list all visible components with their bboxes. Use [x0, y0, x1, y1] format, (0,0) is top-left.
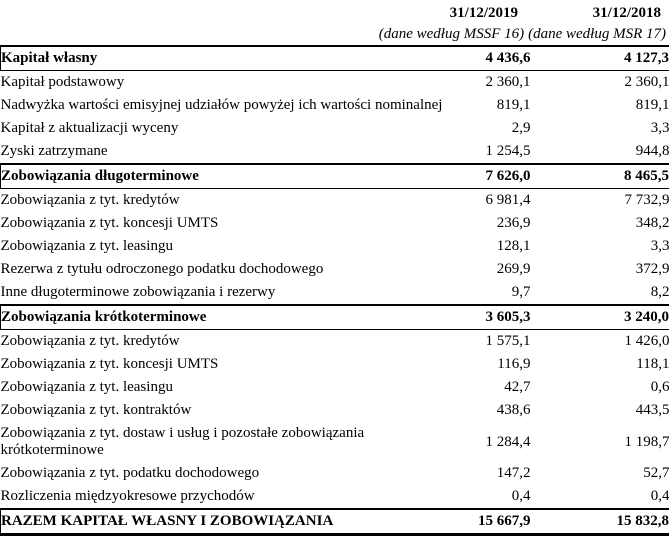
row-label: Inne długoterminowe zobowiązania i rezerwy [0, 284, 276, 300]
row-label: Zobowiązania z tyt. leasingu [0, 238, 173, 254]
date-header-row [0, 2, 669, 24]
value-2019: 2,9 [511, 120, 531, 136]
table-row [1, 189, 669, 213]
table-row [1, 422, 669, 462]
value-2019: 147,2 [496, 465, 531, 481]
row-label: Zobowiązania z tyt. kontraktów [0, 402, 192, 418]
row-label: Rezerwa z tytułu odroczonego podatku dochodowego [0, 261, 324, 277]
value-2019: 7 626,0 [446, 164, 531, 189]
row-label: Kapitał podstawowy [0, 74, 125, 90]
value-2019: 1 284,4 [485, 433, 531, 450]
value-2019: 42,7 [504, 379, 531, 395]
value-2018: 118,1 [636, 356, 669, 372]
column-header [0, 2, 669, 45]
row-zobowiazania-dlugoterminowe [1, 164, 669, 189]
value-2018: 443,5 [635, 402, 669, 418]
value-2019: 128,1 [496, 238, 531, 254]
value-2019: 1 254,5 [485, 143, 531, 159]
table-row [1, 212, 669, 235]
row-label: Zyski zatrzymane [0, 143, 108, 159]
value-2018: 1 426,0 [624, 333, 669, 349]
value-2019: 6 981,4 [485, 192, 531, 208]
value-2018: 8 465,5 [531, 164, 669, 189]
row-label: RAZEM KAPITAŁ WŁASNY I ZOBOWIĄZANIA [1, 509, 446, 535]
column-date-2019: 31/12/2019 [449, 5, 518, 21]
row-label: Kapitał własny [1, 46, 446, 71]
table-row [1, 353, 669, 376]
value-2018: 944,8 [635, 143, 669, 159]
row-zobowiazania-krotkoterminowe [1, 305, 669, 330]
value-2019: 1 575,1 [485, 333, 531, 349]
value-2019: 116,9 [497, 356, 531, 372]
table-row [1, 235, 669, 258]
value-2018: 348,2 [635, 215, 669, 231]
table-row [1, 71, 669, 95]
row-label: Zobowiązania z tyt. kredytów [0, 333, 180, 349]
date-header-spacer [0, 2, 445, 24]
table-row [1, 376, 669, 399]
value-2018: 15 832,8 [531, 509, 669, 535]
value-2019: 9,7 [511, 284, 531, 300]
value-2019: 3 605,3 [446, 305, 531, 330]
row-kapital-wlasny [1, 46, 669, 71]
row-label: Zobowiązania krótkoterminowe [1, 305, 446, 330]
value-2018: 52,7 [643, 465, 669, 481]
value-2018: 819,1 [635, 97, 669, 113]
value-2018: 2 360,1 [624, 74, 669, 90]
table-row [1, 94, 669, 117]
note-mssf16: (dane według MSSF 16) [378, 26, 525, 42]
standard-note-row [0, 24, 669, 45]
row-label: Zobowiązania z tyt. koncesji UMTS [0, 215, 219, 231]
column-date-2018: 31/12/2018 [592, 5, 661, 21]
table-row [1, 462, 669, 485]
note-msr17: (dane według MSR 17) [528, 26, 666, 42]
value-2018: 372,9 [635, 261, 669, 277]
balance-sheet [0, 2, 669, 536]
table-row [1, 330, 669, 354]
table-row [1, 258, 669, 281]
value-2018: 0,6 [650, 379, 669, 395]
value-2019: 236,9 [496, 215, 531, 231]
value-2018: 3 240,0 [531, 305, 669, 330]
row-label: Zobowiązania z tyt. kredytów [0, 192, 180, 208]
row-label: Zobowiązania z tyt. koncesji UMTS [0, 356, 219, 372]
table-row [1, 281, 669, 305]
value-2019: 819,1 [496, 97, 531, 113]
table-row [1, 140, 669, 164]
value-2018: 0,4 [650, 488, 669, 504]
value-2019: 0,4 [511, 488, 531, 504]
value-2018: 7 732,9 [624, 192, 669, 208]
value-2019: 438,6 [496, 402, 531, 418]
row-label: Rozliczenia międzyokresowe przychodów [0, 488, 255, 504]
financial-table [0, 45, 669, 536]
row-label: Kapitał z aktualizacji wyceny [0, 120, 179, 136]
row-label: Zobowiązania z tyt. podatku dochodowego [0, 465, 260, 481]
value-2018: 3,3 [650, 120, 669, 136]
value-2018: 8,2 [650, 284, 669, 300]
table-row [1, 485, 669, 509]
value-2018: 3,3 [650, 238, 669, 254]
row-razem-total [1, 509, 669, 535]
standard-notes [0, 24, 669, 45]
row-label: Zobowiązania długoterminowe [1, 164, 446, 189]
value-2018: 4 127,3 [531, 46, 669, 71]
value-2019: 4 436,6 [446, 46, 531, 71]
row-label: Nadwyżka wartości emisyjnej udziałów powyżej ich wartości nominalnej [0, 97, 443, 113]
row-label: Zobowiązania z tyt. dostaw i usług i pozostałe zobowiązania krótkoterminowe [0, 425, 365, 458]
table-row [1, 399, 669, 422]
value-2019: 269,9 [496, 261, 531, 277]
value-2018: 1 198,7 [624, 433, 669, 450]
table-row [1, 117, 669, 140]
value-2019: 2 360,1 [485, 74, 531, 90]
value-2019: 15 667,9 [446, 509, 531, 535]
row-label: Zobowiązania z tyt. leasingu [0, 379, 173, 395]
